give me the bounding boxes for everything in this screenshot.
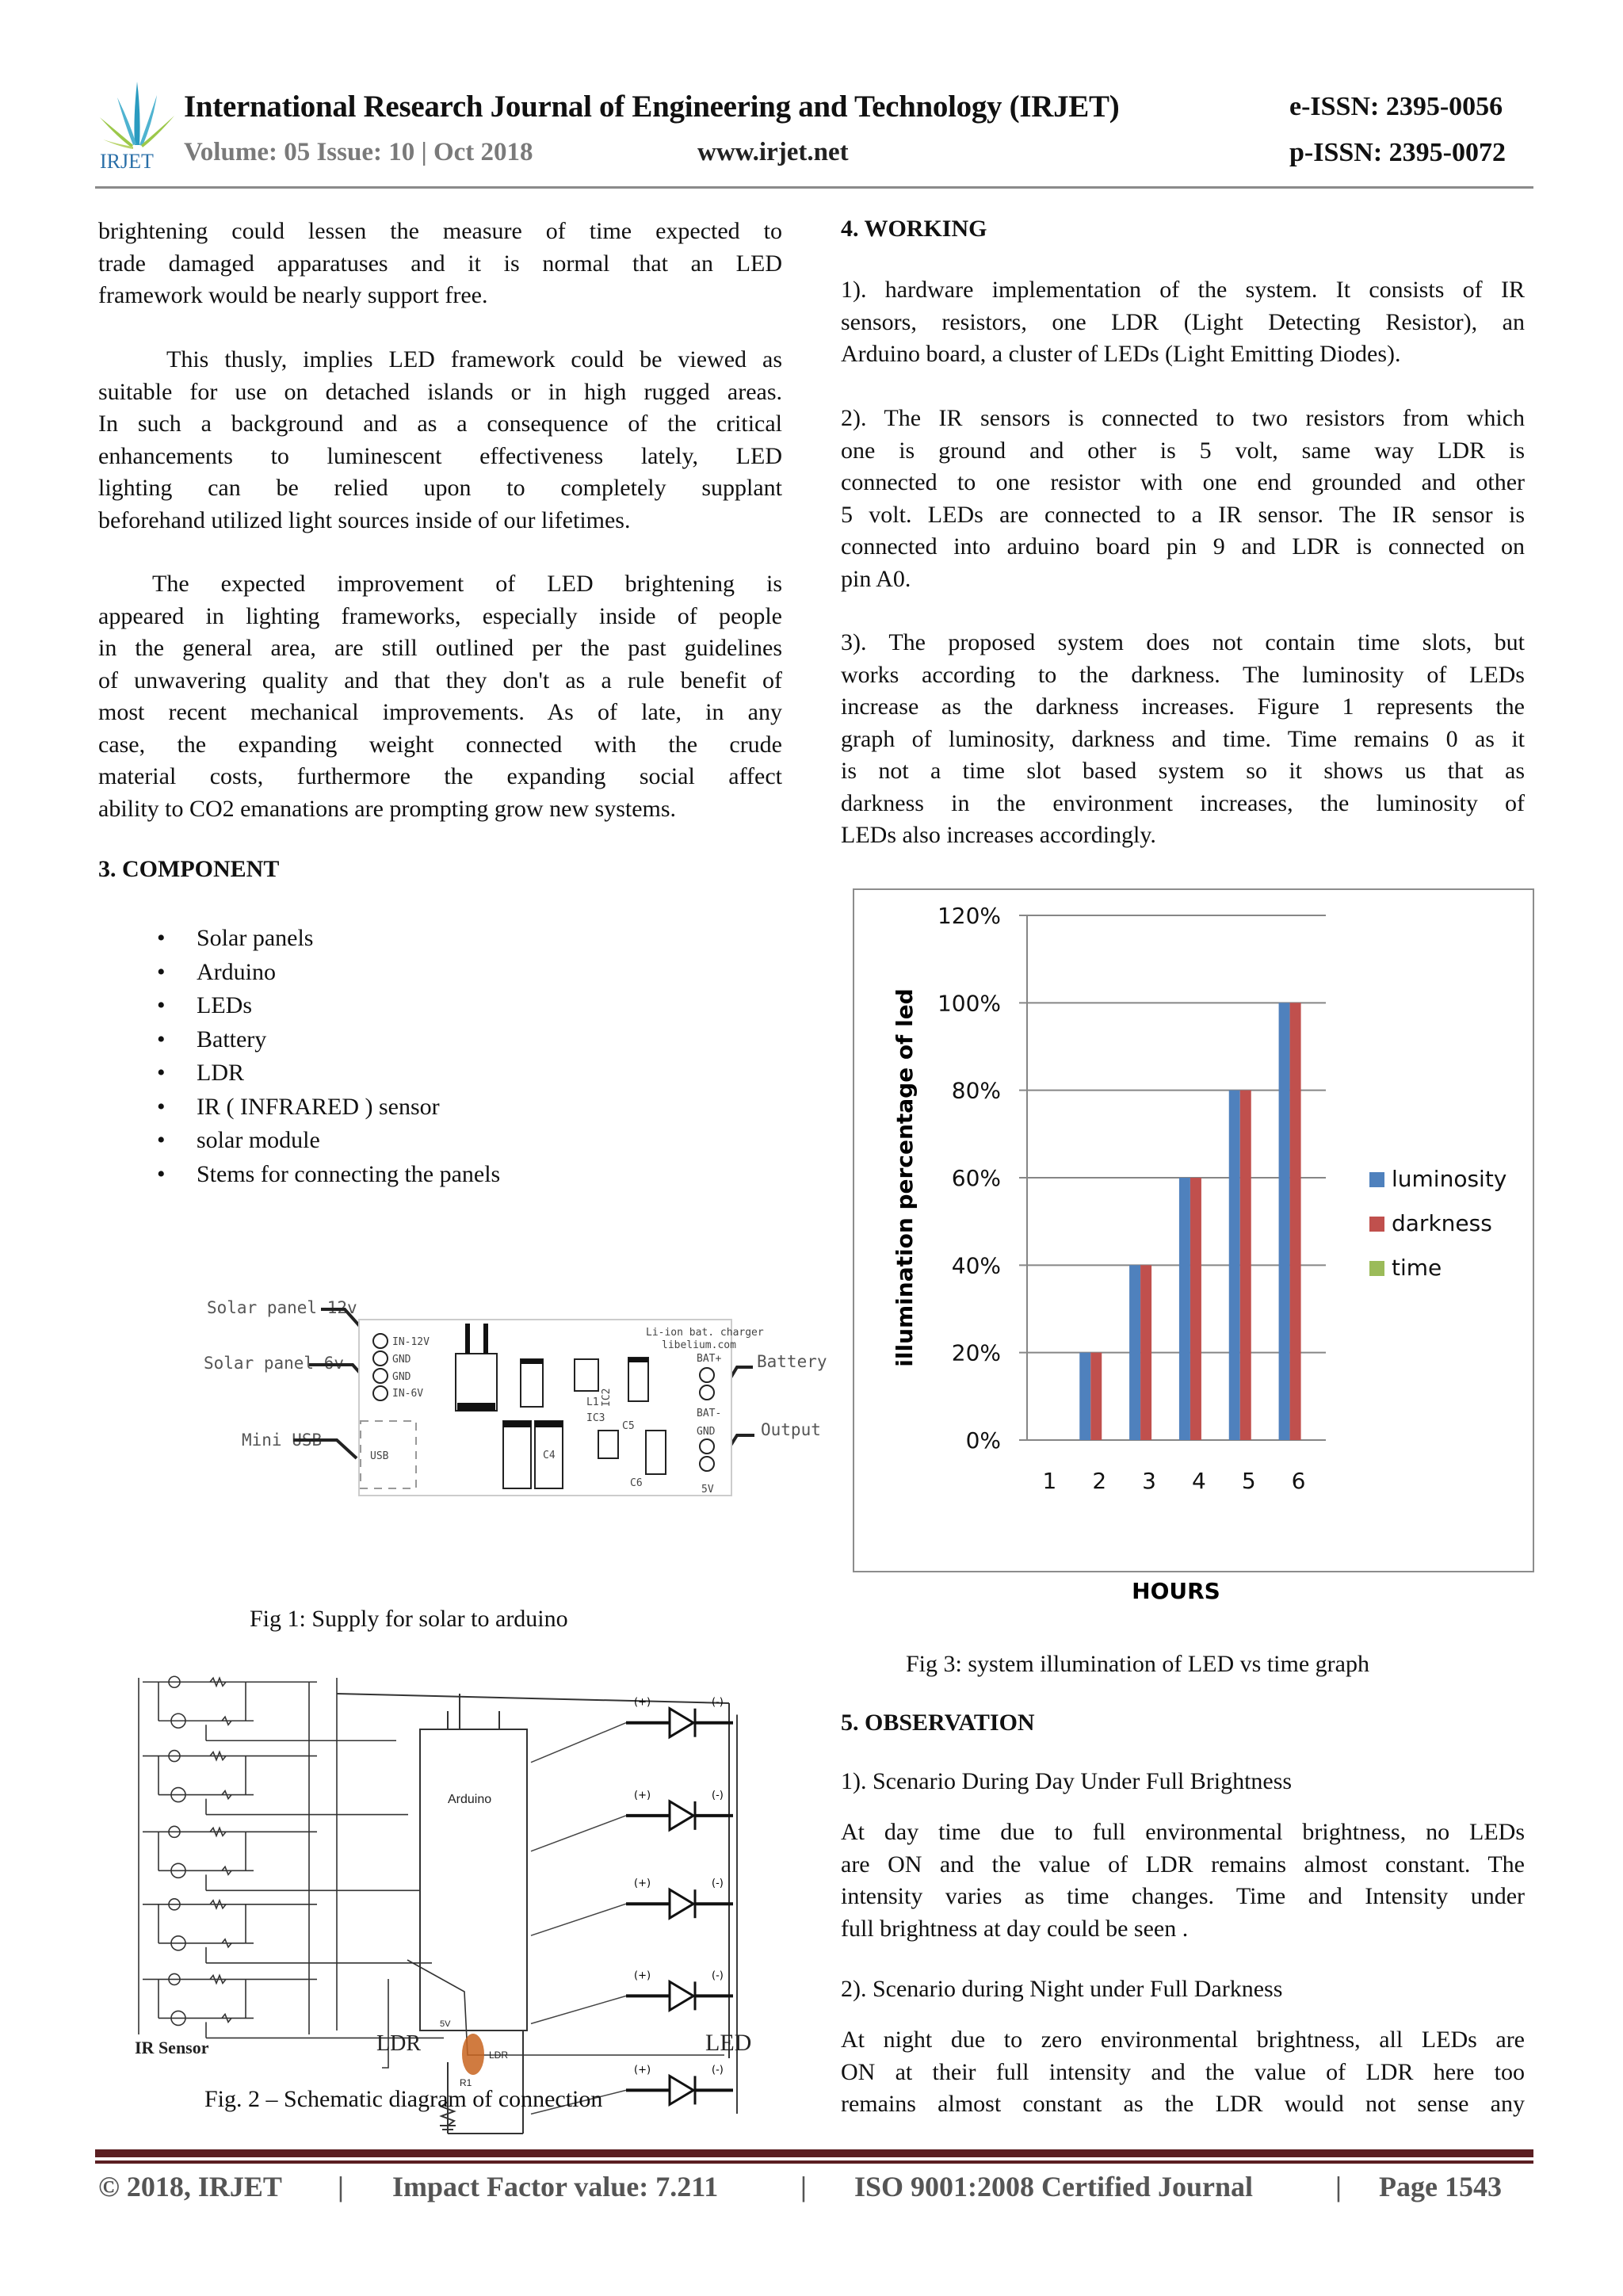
x-tick-label: 4	[1192, 1468, 1206, 1494]
component-label: Stems for connecting the panels	[197, 1160, 501, 1187]
pin-gnd: GND	[392, 1354, 411, 1366]
x-axis-title: HOURS	[1132, 1578, 1220, 1604]
bar-darkness	[1190, 1178, 1201, 1440]
callout-battery: Battery	[757, 1352, 827, 1371]
text-line: sensors, resistors, one LDR (Light Detecting Resistor), an	[841, 308, 1525, 335]
board-website: libelium.com	[662, 1339, 736, 1351]
section-heading-observation: 5. OBSERVATION	[841, 1710, 1035, 1736]
text-line: material costs, furthermore the expanding social affect	[98, 763, 782, 789]
led-plus-label: (+)	[634, 1696, 651, 1709]
text-line: darkness in the environment increases, the luminosity of	[841, 789, 1525, 816]
callout-output: Output	[761, 1420, 821, 1439]
paragraph	[841, 1817, 1525, 1945]
bullet-icon: •	[157, 1026, 166, 1052]
text-line: appeared in lighting frameworks, especially inside of people	[98, 602, 782, 629]
bullet-icon: •	[157, 925, 166, 951]
bar-darkness	[1240, 1091, 1251, 1440]
footer-separator: |	[1335, 2171, 1342, 2202]
legend-swatch	[1369, 1217, 1384, 1232]
text-line: case, the expanding weight connected with the crude	[98, 731, 782, 758]
bar-luminosity	[1079, 1353, 1090, 1440]
component-label: LEDs	[197, 992, 252, 1018]
y-tick-label: 80%	[951, 1077, 1001, 1104]
text-line: This thusly, implies LED framework could be viewed as	[166, 346, 782, 372]
pin-5v: 5V	[701, 1484, 714, 1496]
footer-page-number: Page 1543	[1379, 2171, 1502, 2202]
legend-label: darkness	[1392, 1210, 1492, 1236]
text-line: intensity varies as time changes. Time and Intensity under	[841, 1883, 1525, 1909]
x-tick-label: 1	[1042, 1468, 1057, 1494]
component-c4: C4	[543, 1450, 556, 1461]
text-line: framework would be nearly support free.	[98, 282, 488, 308]
text-line: increase as the darkness increases. Figure 1 represents the	[841, 693, 1525, 720]
footer-copyright: © 2018, IRJET	[98, 2171, 282, 2202]
bullet-icon: •	[157, 958, 166, 985]
bar-luminosity	[1279, 1003, 1290, 1440]
led-minus-label: (-)	[712, 1969, 724, 1982]
pin-bat-minus: BAT-	[697, 1408, 722, 1419]
text-line: in the general area, are still outlined per the past guidelines	[98, 635, 782, 661]
text-line: ability to CO2 emanations are prompting grow new systems.	[98, 795, 677, 822]
text-line: most recent mechanical improvements. As of late, in any	[98, 699, 782, 725]
text-line: The expected improvement of LED brightening is	[152, 571, 782, 597]
figure-3-caption: Fig 3: system illumination of LED vs time graph	[906, 1651, 1369, 1677]
y-axis-title: illumination percentage of led	[892, 988, 918, 1367]
text-line: 5 volt. LEDs are connected to a IR sensor. The IR sensor is	[841, 501, 1525, 528]
y-tick-label: 0%	[965, 1427, 1001, 1454]
text-line: graph of luminosity, darkness and time. Time remains 0 as it	[841, 725, 1525, 752]
bar-darkness	[1090, 1353, 1102, 1440]
bar-darkness	[1290, 1003, 1301, 1440]
led-minus-label: (-)	[712, 1696, 724, 1709]
component-label: IR ( INFRARED ) sensor	[197, 1093, 440, 1120]
journal-website: www.irjet.net	[697, 138, 849, 166]
text-line: pin A0.	[841, 565, 911, 592]
y-tick-label: 100%	[937, 990, 1001, 1017]
text-line: 3). The proposed system does not contain time slots, but	[841, 629, 1525, 655]
scenario-1-title: 1). Scenario During Day Under Full Brightness	[841, 1768, 1293, 1794]
text-line: connected into arduino board pin 9 and LDR is connected on	[841, 533, 1525, 560]
footer-rule	[95, 2149, 1533, 2157]
text-line: LEDs also increases accordingly.	[841, 822, 1156, 848]
text-line: beforehand utilized light sources inside of our lifetimes.	[98, 506, 631, 533]
x-tick-label: 3	[1142, 1468, 1156, 1494]
footer-separator: |	[338, 2171, 344, 2202]
text-line: At day time due to full environmental brightness, no LEDs	[841, 1819, 1525, 1845]
section-heading-component: 3. COMPONENT	[98, 856, 280, 882]
ir-sensor-label: IR Sensor	[135, 2038, 209, 2057]
component-label: Solar panels	[197, 925, 314, 951]
p-issn: p-ISSN: 2395-0072	[1289, 138, 1506, 167]
usb-port-label: USB	[370, 1450, 389, 1462]
board-title: Li-ion bat. charger	[646, 1327, 764, 1339]
text-line: works according to the darkness. The luminosity of LEDs	[841, 661, 1525, 688]
legend-label: luminosity	[1392, 1166, 1507, 1192]
y-tick-label: 60%	[951, 1165, 1001, 1191]
bar-luminosity	[1129, 1265, 1140, 1440]
text-line: 1). hardware implementation of the system. It consists of IR	[841, 277, 1525, 303]
led-minus-label: (-)	[712, 2064, 724, 2076]
text-line: ON at their full intensity and the value of LDR here too	[841, 2058, 1525, 2085]
component-c6: C6	[630, 1477, 643, 1489]
text-line: brightening could lessen the measure of time expected to	[98, 218, 782, 244]
legend-label: time	[1392, 1255, 1442, 1281]
5v-label: 5V	[440, 2019, 451, 2029]
text-line: of unwavering quality and that they don't as a rule benefit of	[98, 667, 782, 693]
callout-solar-12v: Solar panel 12v	[207, 1298, 357, 1317]
footer-rule-thin	[95, 2160, 1533, 2164]
bar-luminosity	[1179, 1178, 1190, 1440]
text-line: remains almost constant as the LDR would not sense any	[841, 2091, 1525, 2117]
text-line: suitable for use on detached islands or in high rugged areas.	[98, 378, 782, 405]
text-line: is not a time slot based system so it shows us that as	[841, 758, 1525, 784]
component-label: solar module	[197, 1127, 320, 1153]
bullet-icon: •	[157, 1060, 166, 1086]
paragraph	[841, 2024, 1525, 2121]
led-minus-label: (-)	[712, 1789, 724, 1801]
footer-iso: ISO 9001:2008 Certified Journal	[854, 2171, 1253, 2202]
svg-text:IRJET: IRJET	[100, 150, 154, 173]
component-c5: C5	[622, 1420, 635, 1432]
text-line: one is ground and other is 5 volt, same way LDR is	[841, 437, 1525, 464]
bullet-icon: •	[157, 1127, 166, 1153]
text-line: lighting can be relied upon to completely supplant	[98, 475, 782, 501]
callout-solar-6v: Solar panel 6v	[204, 1354, 345, 1373]
ldr-component-label: LDR	[489, 2050, 509, 2061]
led-section-label: LED	[705, 2030, 752, 2056]
volume-issue: Volume: 05 Issue: 10 | Oct 2018	[184, 138, 533, 166]
pin-gnd: GND	[697, 1426, 716, 1438]
r1-label: R1	[460, 2077, 472, 2088]
scenario-2-title: 2). Scenario during Night under Full Darkness	[841, 1976, 1283, 2002]
section-heading-working: 4. WORKING	[841, 216, 987, 242]
led-plus-label: (+)	[634, 2064, 651, 2076]
led-plus-label: (+)	[634, 1969, 651, 1982]
footer-separator: |	[800, 2171, 807, 2202]
component-ic2: IC2	[601, 1388, 613, 1407]
pin-bat-plus: BAT+	[697, 1353, 722, 1365]
legend-swatch	[1369, 1172, 1384, 1187]
component-label: Arduino	[197, 958, 276, 985]
component-label: Battery	[197, 1026, 267, 1052]
x-tick-label: 5	[1241, 1468, 1256, 1494]
y-tick-label: 120%	[937, 903, 1001, 929]
text-line: At night due to zero environmental brightness, all LEDs are	[841, 2027, 1525, 2053]
text-line: trade damaged apparatuses and it is normal that an LED	[98, 250, 782, 277]
callout-mini-usb: Mini USB	[242, 1431, 323, 1450]
led-plus-label: (+)	[634, 1878, 651, 1890]
text-line: In such a background and as a consequence of the critical	[98, 411, 782, 437]
text-line: are ON and the value of LDR remains almost constant. The	[841, 1851, 1525, 1878]
text-line: 2). The IR sensors is connected to two resistors from which	[841, 405, 1525, 431]
ldr-section-label: LDR	[376, 2031, 421, 2056]
pin-in-6v: IN-6V	[392, 1388, 424, 1400]
bullet-icon: •	[157, 1093, 166, 1120]
component-ic3: IC3	[586, 1412, 605, 1424]
footer-impact-factor: Impact Factor value: 7.211	[392, 2171, 719, 2202]
text-line: Arduino board, a cluster of LEDs (Light Emitting Diodes).	[841, 341, 1401, 367]
legend-swatch	[1369, 1261, 1384, 1276]
text-line: connected to one resistor with one end grounded and other	[841, 469, 1525, 495]
bar-darkness	[1140, 1265, 1151, 1440]
led-plus-label: (+)	[634, 1789, 651, 1801]
led-minus-label: (-)	[712, 1878, 724, 1890]
text-line: full brightness at day could be seen .	[841, 1915, 1189, 1942]
bar-luminosity	[1229, 1091, 1240, 1440]
y-tick-label: 20%	[951, 1339, 1001, 1366]
x-tick-label: 6	[1291, 1468, 1306, 1494]
figure-2-caption: Fig. 2 – Schematic diagram of connection	[204, 2086, 603, 2112]
y-tick-label: 40%	[951, 1252, 1001, 1279]
bullet-icon: •	[157, 1160, 166, 1187]
figure-1-caption: Fig 1: Supply for solar to arduino	[250, 1606, 568, 1632]
bullet-icon: •	[157, 992, 166, 1018]
component-label: LDR	[197, 1060, 244, 1086]
pin-gnd: GND	[392, 1371, 411, 1383]
e-issn: e-ISSN: 2395-0056	[1289, 92, 1503, 121]
x-tick-label: 2	[1092, 1468, 1107, 1494]
text-line: enhancements to luminescent effectiveness lately, LED	[98, 442, 782, 469]
arduino-label: Arduino	[448, 1793, 492, 1806]
pin-in-12v: IN-12V	[392, 1336, 430, 1348]
journal-title: International Research Journal of Engineering and Technology (IRJET)	[184, 90, 1120, 124]
component-l1: L1	[586, 1396, 599, 1408]
